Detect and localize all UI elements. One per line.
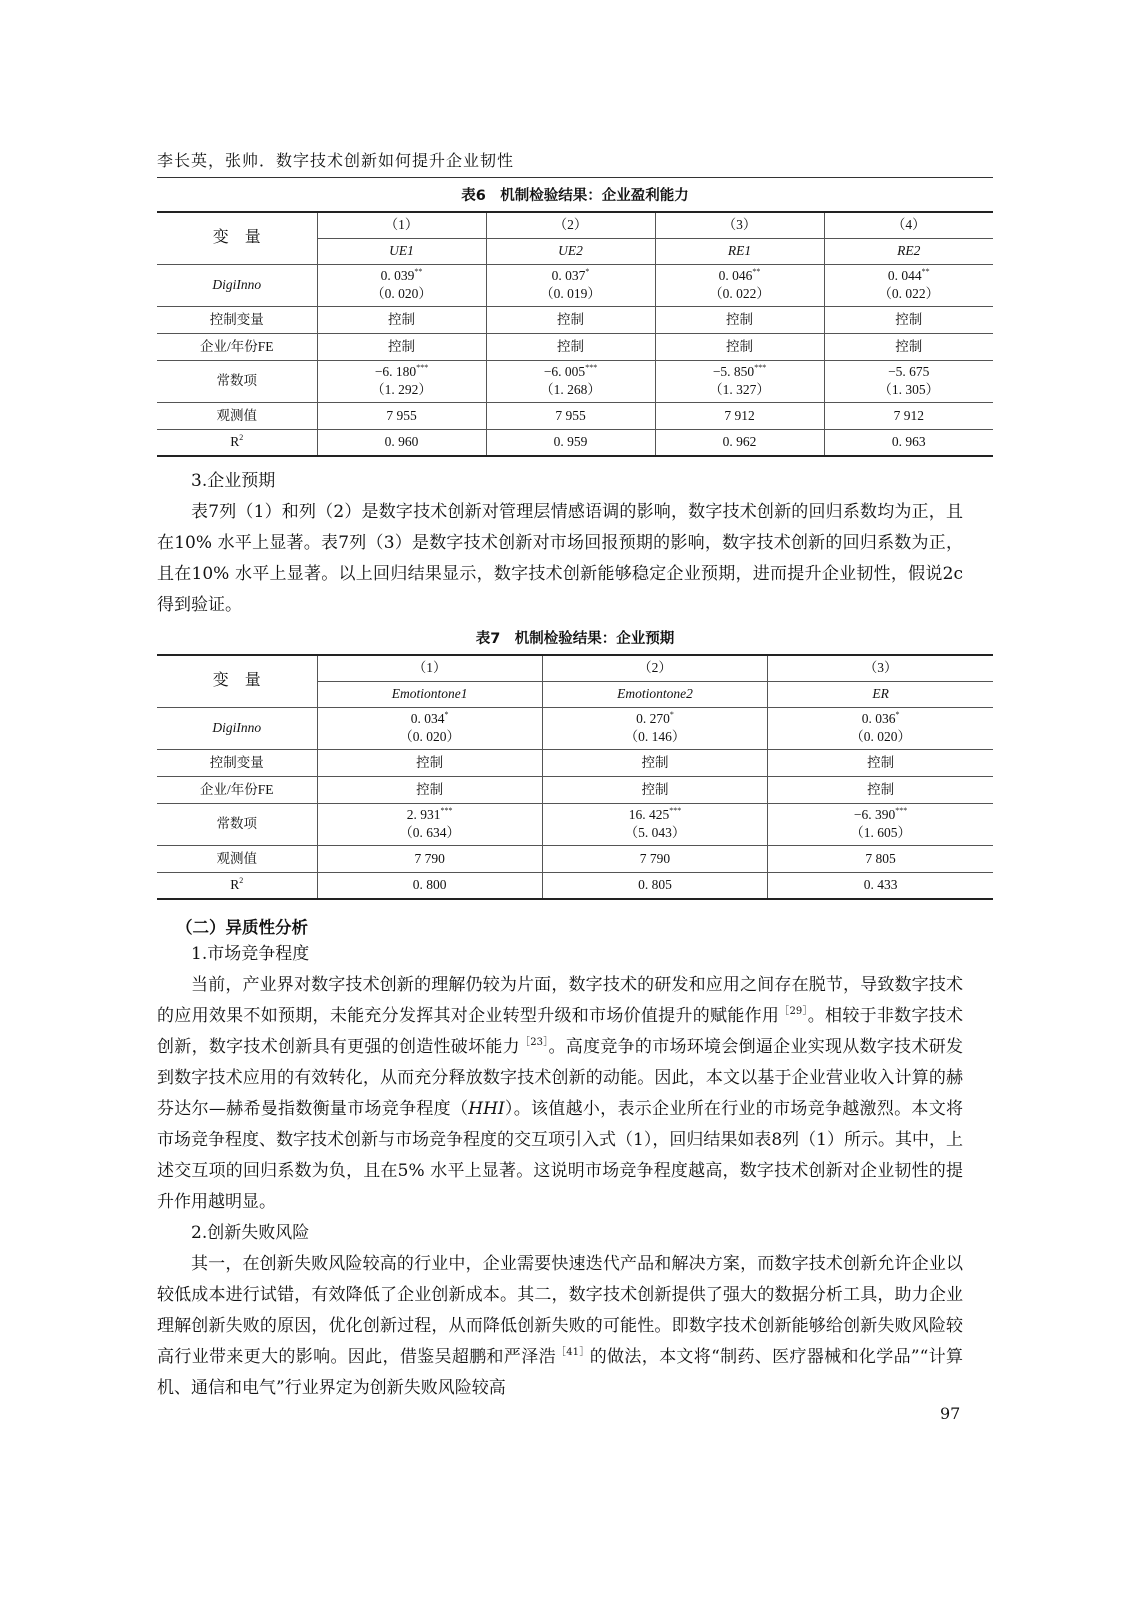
- table6-col-name: UE2: [486, 238, 655, 264]
- table6-variable-header: 变 量: [157, 212, 317, 264]
- table6-caption: 表6 机制检验结果：企业盈利能力: [461, 188, 689, 204]
- table-cell: 控制: [486, 306, 655, 333]
- table6-row-r2: [157, 429, 993, 456]
- table6: [157, 211, 993, 457]
- table6-row-controls: [157, 306, 993, 333]
- citation-ref: ［41］: [555, 1347, 590, 1358]
- r2-superscript: 2: [239, 433, 244, 443]
- table7-col-name: Emotiontone1: [317, 681, 542, 707]
- table-cell: 控制: [768, 776, 993, 803]
- hhi-term: HHI: [468, 1099, 505, 1119]
- coef-value: 0. 034: [410, 711, 445, 726]
- table7-row-obs: [157, 845, 993, 872]
- significance-stars: ***: [754, 363, 767, 372]
- coef-value: 0. 044: [887, 268, 922, 283]
- body-paragraph: [157, 970, 963, 1218]
- table7-row-digiinno: [157, 707, 993, 749]
- table-cell: 控制: [542, 749, 767, 776]
- std-error: （5. 043）: [624, 825, 686, 840]
- table7-col-name: Emotiontone2: [542, 681, 767, 707]
- row-label: 观测值: [157, 845, 317, 872]
- table7-row-r2: [157, 872, 993, 899]
- std-error: （1. 268）: [540, 382, 601, 397]
- coef-value: 0. 037: [551, 268, 586, 283]
- r2-label: R: [230, 434, 240, 450]
- body-paragraph: 表7列（1）和列（2）是数字技术创新对管理层情感语调的影响，数字技术创新的回归系数均为正，且在10% 水平上显著。表7列（3）是数字技术创新对市场回报预期的影响，数字技术创新的回归系数为正，且在10% 水平上显著。以上回归结果显示，数字技术创新能够稳定企业预期，进而提升企业韧性，假说2c得到验证。: [157, 502, 963, 615]
- table-cell: 7 805: [768, 845, 993, 872]
- table-cell: 0. 805: [542, 872, 767, 899]
- significance-stars: ***: [440, 806, 453, 815]
- significance-stars: ***: [669, 806, 682, 815]
- table-cell: 控制: [317, 749, 542, 776]
- table7-variable-header: 变 量: [157, 655, 317, 707]
- table-cell: 控制: [824, 333, 993, 360]
- paragraph-text: 。高度竞争的市场环境会倒逼企业实现从数字技术研发到数字技术应用的有效转化，从而充分释放数字技术创新的动能。因此，本文以基于企业营业收入计算的赫芬达尔—赫希曼指数衡量市场竞争程度（: [157, 1037, 964, 1119]
- row-label: 常数项: [157, 803, 317, 845]
- row-label: DigiInno: [157, 264, 317, 306]
- table-cell: 7 955: [317, 402, 486, 429]
- table6-col-number: （3）: [655, 212, 824, 238]
- table-cell: 0. 433: [768, 872, 993, 899]
- significance-stars: *: [444, 710, 449, 719]
- coef-value: −5. 850: [712, 364, 755, 379]
- row-label: 观测值: [157, 402, 317, 429]
- significance-stars: *: [669, 710, 674, 719]
- coef-cell: [655, 360, 824, 402]
- table-cell: 0. 962: [655, 429, 824, 456]
- std-error: （0. 022）: [709, 286, 770, 301]
- significance-stars: ***: [416, 363, 429, 372]
- row-label: 企业/年份FE: [157, 333, 317, 360]
- std-error: （0. 020）: [371, 286, 432, 301]
- citation-ref: ［29］: [779, 1006, 808, 1017]
- coef-value: 0. 046: [718, 268, 753, 283]
- table6-col-number: （2）: [486, 212, 655, 238]
- table-cell: 控制: [768, 749, 993, 776]
- paragraph-text: 其一，在创新失败风险较高的行业中，企业需要快速迭代产品和解决方案，而数字技术创新允许企业以较低成本进行试错，有效降低了企业创新成本。其二，数字技术创新提供了强大的数据分析工具，助力企业理解创新失败的原因，优化创新过程，从而降低创新失败的可能性。即数字技术创新能够给创新失败风险较高行业带来更大的影响。因此，借鉴吴超鹏和严泽浩: [157, 1254, 963, 1367]
- subsection-heading: 2.创新失败风险: [191, 1223, 310, 1243]
- table6-row-fe: [157, 333, 993, 360]
- coef-value: 0. 270: [636, 711, 670, 726]
- table-cell: 7 790: [542, 845, 767, 872]
- coef-value: 0. 036: [861, 711, 896, 726]
- body-paragraph: [157, 1249, 963, 1404]
- table-cell: 0. 963: [824, 429, 993, 456]
- table-cell: 7 912: [655, 402, 824, 429]
- significance-stars: *: [585, 267, 590, 276]
- paragraph-text: 。相较于非数字技术创新，数字技术创新具有更强的创造性破坏能力: [157, 1006, 964, 1057]
- table-cell: 控制: [317, 776, 542, 803]
- table6-col-number: （1）: [317, 212, 486, 238]
- std-error: （0. 146）: [624, 729, 686, 744]
- std-error: （0. 020）: [850, 729, 911, 744]
- coef-cell: [317, 360, 486, 402]
- table-cell: 控制: [655, 306, 824, 333]
- std-error: （0. 022）: [878, 286, 940, 301]
- section-heading: （二）异质性分析: [176, 918, 308, 937]
- coef-cell: [486, 360, 655, 402]
- table7-col-number: （2）: [542, 655, 767, 681]
- coef-cell: [317, 803, 542, 845]
- table-cell: 7 790: [317, 845, 542, 872]
- row-label: 控制变量: [157, 306, 317, 333]
- std-error: （1. 305）: [878, 382, 940, 397]
- table-cell: 控制: [486, 333, 655, 360]
- coef-cell: [486, 264, 655, 306]
- std-error: （0. 634）: [399, 825, 461, 840]
- significance-stars: ***: [895, 806, 908, 815]
- coef-cell: [768, 707, 993, 749]
- coef-value: 0. 039: [380, 268, 415, 283]
- running-header: 李长英，张帅．数字技术创新如何提升企业韧性: [157, 148, 993, 178]
- table6-col-name: RE2: [824, 238, 993, 264]
- coef-cell: [824, 264, 993, 306]
- coef-cell: [768, 803, 993, 845]
- paragraph-text: 的做法，本文将“制药、医疗器械和化学品”“计算机、通信和电气”行业界定为创新失败风险较高: [157, 1347, 963, 1398]
- table6-row-digiinno: [157, 264, 993, 306]
- table-cell: 控制: [542, 776, 767, 803]
- table6-col-name: RE1: [655, 238, 824, 264]
- table-cell: 0. 800: [317, 872, 542, 899]
- table-cell: 控制: [317, 306, 486, 333]
- table7-col-number: （1）: [317, 655, 542, 681]
- row-label: [157, 429, 317, 456]
- coef-value: −5. 675: [888, 364, 930, 379]
- table6-col-number: （4）: [824, 212, 993, 238]
- table7-row-constant: [157, 803, 993, 845]
- table7-row-fe: [157, 776, 993, 803]
- coef-cell: [542, 803, 767, 845]
- table-cell: 7 912: [824, 402, 993, 429]
- coef-cell: [317, 707, 542, 749]
- coef-cell: [655, 264, 824, 306]
- table7-row-controls: [157, 749, 993, 776]
- std-error: （0. 019）: [540, 286, 601, 301]
- table7-col-number: （3）: [768, 655, 993, 681]
- subsection-heading: 3.企业预期: [191, 471, 276, 491]
- significance-stars: **: [921, 267, 930, 276]
- std-error: （1. 605）: [850, 825, 911, 840]
- coef-value: −6. 390: [853, 807, 896, 822]
- table-cell: 控制: [317, 333, 486, 360]
- coef-value: −6. 180: [374, 364, 417, 379]
- paragraph-text: 当前，产业界对数字技术创新的理解仍较为片面，数字技术的研发和应用之间存在脱节，导致数字技术的应用效果不如预期，未能充分发挥其对企业转型升级和市场价值提升的赋能作用: [157, 975, 963, 1026]
- row-label: 企业/年份FE: [157, 776, 317, 803]
- significance-stars: **: [414, 267, 423, 276]
- citation-ref: ［23］: [519, 1037, 549, 1048]
- coef-value: 16. 425: [628, 807, 670, 822]
- table7-col-name: ER: [768, 681, 993, 707]
- coef-cell: [542, 707, 767, 749]
- table6-row-obs: [157, 402, 993, 429]
- table-cell: 控制: [824, 306, 993, 333]
- row-label: DigiInno: [157, 707, 317, 749]
- std-error: （0. 020）: [399, 729, 461, 744]
- coef-value: −6. 005: [543, 364, 586, 379]
- r2-superscript: 2: [239, 876, 244, 886]
- row-label: 常数项: [157, 360, 317, 402]
- table6-row-constant: [157, 360, 993, 402]
- std-error: （1. 292）: [371, 382, 432, 397]
- page-number: 97: [940, 1404, 961, 1423]
- significance-stars: ***: [585, 363, 598, 372]
- subsection-heading: 1.市场竞争程度: [191, 944, 310, 964]
- coef-cell: [824, 360, 993, 402]
- significance-stars: *: [895, 710, 900, 719]
- table-cell: 0. 959: [486, 429, 655, 456]
- table-cell: 0. 960: [317, 429, 486, 456]
- significance-stars: **: [752, 267, 761, 276]
- row-label: 控制变量: [157, 749, 317, 776]
- table-cell: 7 955: [486, 402, 655, 429]
- paragraph-text: ）。该值越小，表示企业所在行业的市场竞争越激烈。本文将市场竞争程度、数字技术创新与市场竞争程度的交互项引入式（1），回归结果如表8列（1）所示。其中，上述交互项的回归系数为负，且在5% 水平上显著。这说明市场竞争程度越高，数字技术创新对企业韧性的提升作用越明显。: [157, 1099, 963, 1212]
- std-error: （1. 327）: [709, 382, 770, 397]
- table7: [157, 654, 993, 900]
- table-cell: 控制: [655, 333, 824, 360]
- coef-cell: [317, 264, 486, 306]
- coef-value: 2. 931: [406, 807, 441, 822]
- table7-caption: 表7 机制检验结果：企业预期: [475, 631, 675, 647]
- r2-label: R: [230, 877, 240, 893]
- table6-col-name: UE1: [317, 238, 486, 264]
- row-label: [157, 872, 317, 899]
